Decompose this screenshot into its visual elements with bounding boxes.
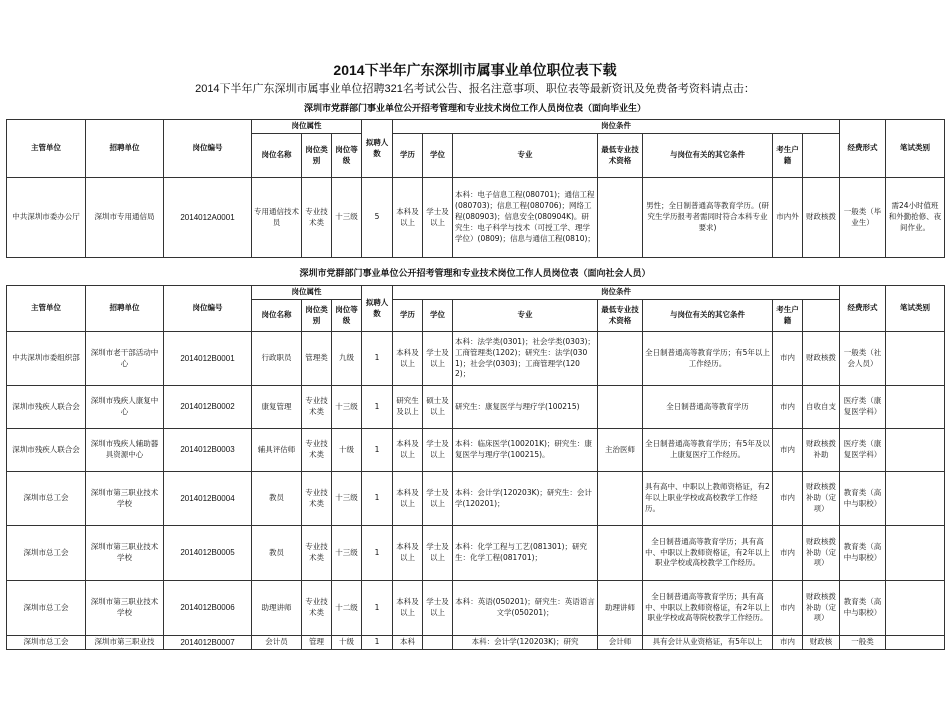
- col-count-header: 拟聘人数: [362, 120, 393, 178]
- col-type-header: 岗位类别: [302, 134, 332, 178]
- cell-household: 市内: [773, 581, 803, 636]
- cell-dept: 中共深圳市委组织部: [7, 332, 86, 386]
- cell-cert: 助理讲师: [598, 581, 643, 636]
- col-name-header: 岗位名称: [252, 134, 302, 178]
- cell-funding: 自收自支: [803, 386, 840, 429]
- table-row: [7, 386, 945, 429]
- cell-edu: 本科及以上: [393, 526, 423, 581]
- table2: [6, 285, 945, 650]
- col-unit-header: 招聘单位: [86, 286, 164, 332]
- cell-other: 全日制普通高等教育学历；具有高中、中职以上教师资格证，有2年以上职业学校或高校教学工作经历。: [643, 526, 773, 581]
- cell-degree: [423, 636, 453, 650]
- cell-type: 专业技术类: [302, 386, 332, 429]
- cell-major: 本科：英语(050201)；研究生：英语语言文学(050201)；: [453, 581, 598, 636]
- cell-other: 全日制普通高等教育学历；有5年以上工作经历。: [643, 332, 773, 386]
- cell-unit: 深圳市残疾人康复中心: [86, 386, 164, 429]
- col-cond-group-header: 岗位条件: [393, 286, 840, 300]
- cell-count: 1: [362, 386, 393, 429]
- cell-major: 研究生：康复医学与理疗学(100215): [453, 386, 598, 429]
- cell-major: 本科：会计学(120203K)；研究: [453, 636, 598, 650]
- cell-name: 辅具评估师: [252, 429, 302, 472]
- cell-remark: 需24小时值班和外勤抢修、夜间作业。: [886, 178, 945, 258]
- col-funding-header: 经费形式: [840, 286, 886, 332]
- cell-funding: 财政核拨补助（定项）: [803, 472, 840, 526]
- cell-cert: [598, 472, 643, 526]
- cell-type: 专业技术类: [302, 178, 332, 258]
- col-major-header: 专业: [453, 134, 598, 178]
- cell-edu: 本科及以上: [393, 332, 423, 386]
- cell-dept: 深圳市残疾人联合会: [7, 386, 86, 429]
- cell-remark: [886, 332, 945, 386]
- cell-dept: 中共深圳市委办公厅: [7, 178, 86, 258]
- cell-cert: [598, 526, 643, 581]
- cell-remark: [886, 429, 945, 472]
- table1: [6, 119, 945, 258]
- cell-unit: 深圳市第三职业技术学校: [86, 472, 164, 526]
- cell-count: 5: [362, 178, 393, 258]
- col-edu-header: 学历: [393, 300, 423, 332]
- cell-exam: 一般类（社会人员）: [840, 332, 886, 386]
- cell-major: 本科：化学工程与工艺(081301)；研究生：化学工程(081701)；: [453, 526, 598, 581]
- cell-level: 十三级: [332, 386, 362, 429]
- cell-major: 本科：法学类(0301)；社会学类(0303)；工商管理类(1202)；研究生：法学(0301)；社会学(0303)；工商管理学(1202)；: [453, 332, 598, 386]
- cell-household: 市内: [773, 636, 803, 650]
- cell-other: 全日制普通高等教育学历；具有高中、中职以上教师资格证，有2年以上职业学校或高等院校教学工作经历。: [643, 581, 773, 636]
- cell-unit: 深圳市第三职业技术学校: [86, 581, 164, 636]
- cell-edu: 本科及以上: [393, 472, 423, 526]
- cell-dept: 深圳市总工会: [7, 472, 86, 526]
- cell-code: 2014012B0007: [164, 636, 252, 650]
- cell-code: 2014012A0001: [164, 178, 252, 258]
- cell-dept: 深圳市总工会: [7, 636, 86, 650]
- cell-unit: 深圳市第三职业技: [86, 636, 164, 650]
- cell-name: 专用通信技术员: [252, 178, 302, 258]
- cell-edu: 本科及以上: [393, 178, 423, 258]
- cell-exam: 医疗类（康复医学科）: [840, 429, 886, 472]
- cell-remark: [886, 526, 945, 581]
- cell-name: 行政职员: [252, 332, 302, 386]
- cell-type: 管理: [302, 636, 332, 650]
- cell-unit: 深圳市残疾人辅助器具资源中心: [86, 429, 164, 472]
- cell-degree: 学士及以上: [423, 526, 453, 581]
- cell-degree: 学士及以上: [423, 581, 453, 636]
- col-cond-group-header: 岗位条件: [393, 120, 840, 134]
- table-row: [7, 178, 945, 258]
- cell-count: 1: [362, 636, 393, 650]
- cell-other: 全日制普通高等教育学历；有5年及以上康复医疗工作经历。: [643, 429, 773, 472]
- cell-major: 本科：临床医学(100201K)；研究生：康复医学与理疗学(100215)。: [453, 429, 598, 472]
- cell-cert: 主治医师: [598, 429, 643, 472]
- cell-level: 十级: [332, 636, 362, 650]
- cell-dept: 深圳市总工会: [7, 526, 86, 581]
- cell-other: 具有会计从业资格证，有5年以上: [643, 636, 773, 650]
- col-exam-header: 笔试类别: [886, 286, 945, 332]
- cell-edu: 本科及以上: [393, 429, 423, 472]
- cell-degree: 学士及以上: [423, 332, 453, 386]
- cell-type: 专业技术类: [302, 472, 332, 526]
- col-cert-header: 最低专业技术资格: [598, 300, 643, 332]
- cell-code: 2014012B0003: [164, 429, 252, 472]
- cell-name: 教员: [252, 526, 302, 581]
- col-type-header: 岗位类别: [302, 300, 332, 332]
- col-code-header: 岗位编号: [164, 286, 252, 332]
- col-edu-header: 学历: [393, 134, 423, 178]
- cell-other: 具有高中、中职以上教师资格证，有2年以上职业学校或高校教学工作经历。: [643, 472, 773, 526]
- cell-level: 十三级: [332, 472, 362, 526]
- cell-cert: [598, 332, 643, 386]
- cell-level: 十三级: [332, 526, 362, 581]
- col-degree-header: 学位: [423, 300, 453, 332]
- cell-exam: 一般类: [840, 636, 886, 650]
- col-exam-header: 笔试类别: [886, 120, 945, 178]
- table1-header: [7, 120, 945, 178]
- col-dept-header: 主管单位: [7, 286, 86, 332]
- cell-exam: 医疗类（康复医学科）: [840, 386, 886, 429]
- cell-count: 1: [362, 332, 393, 386]
- cell-funding: 财政核: [803, 636, 840, 650]
- col-attr-group-header: 岗位属性: [252, 286, 362, 300]
- cell-count: 1: [362, 472, 393, 526]
- cell-household: 市内: [773, 386, 803, 429]
- cell-name: 会计员: [252, 636, 302, 650]
- cell-type: 专业技术类: [302, 581, 332, 636]
- cell-count: 1: [362, 581, 393, 636]
- cell-unit: 深圳市第三职业技术学校: [86, 526, 164, 581]
- cell-name: 助理讲师: [252, 581, 302, 636]
- col-household-header: 考生户籍: [773, 134, 803, 178]
- table2-header: [7, 286, 945, 332]
- cell-other: 男性；全日制普通高等教育学历。(研究生学历报考者需同时符合本科专业要求): [643, 178, 773, 258]
- table-row: [7, 636, 945, 650]
- cell-level: 九级: [332, 332, 362, 386]
- cell-remark: [886, 581, 945, 636]
- cell-type: 专业技术类: [302, 526, 332, 581]
- col-code-header: 岗位编号: [164, 120, 252, 178]
- col-name-header: 岗位名称: [252, 300, 302, 332]
- cell-exam: 一般类（毕业生）: [840, 178, 886, 258]
- page-subtitle[interactable]: 2014下半年广东深圳市属事业单位招聘321名考试公告、报名注意事项、职位表等最新资讯及免费备考资料请点击：: [195, 83, 755, 95]
- cell-major: 本科：电子信息工程(080701)；通信工程(080703)；信息工程(080706)；网络工程(080903)；信息安全(080904K)。研究生：电子科学与技术（可授工学、理学学位）(0809)；信息与通信工程(0810)；: [453, 178, 598, 258]
- col-dept-header: 主管单位: [7, 120, 86, 178]
- cell-funding: 财政核拨补助: [803, 429, 840, 472]
- cell-count: 1: [362, 526, 393, 581]
- cell-dept: 深圳市残疾人联合会: [7, 429, 86, 472]
- col-attr-group-header: 岗位属性: [252, 120, 362, 134]
- cell-household: 市内: [773, 332, 803, 386]
- cell-dept: 深圳市总工会: [7, 581, 86, 636]
- col-count-header: 拟聘人数: [362, 286, 393, 332]
- cell-code: 2014012B0002: [164, 386, 252, 429]
- cell-edu: 本科: [393, 636, 423, 650]
- table-row: [7, 472, 945, 526]
- col-other-header: 与岗位有关的其它条件: [643, 134, 773, 178]
- cell-code: 2014012B0001: [164, 332, 252, 386]
- cell-household: 市内: [773, 526, 803, 581]
- cell-household: 市内: [773, 472, 803, 526]
- col-level-header: 岗位等级: [332, 134, 362, 178]
- cell-exam: 教育类（高中与职校）: [840, 526, 886, 581]
- table-row: [7, 332, 945, 386]
- cell-exam: 教育类（高中与职校）: [840, 581, 886, 636]
- cell-code: 2014012B0006: [164, 581, 252, 636]
- cell-major: 本科：会计学(120203K)；研究生：会计学(120201)；: [453, 472, 598, 526]
- cell-remark: [886, 636, 945, 650]
- col-household-header: 考生户籍: [773, 300, 803, 332]
- col-cert-header: 最低专业技术资格: [598, 134, 643, 178]
- cell-remark: [886, 472, 945, 526]
- cell-exam: 教育类（高中与职校）: [840, 472, 886, 526]
- cell-cert: [598, 386, 643, 429]
- cell-degree: 学士及以上: [423, 178, 453, 258]
- page-title: 2014下半年广东深圳市属事业单位职位表下载: [333, 62, 617, 78]
- table1-caption: 深圳市党群部门事业单位公开招考管理和专业技术岗位工作人员岗位表（面向毕业生）: [303, 104, 646, 114]
- cell-other: 全日制普通高等教育学历: [643, 386, 773, 429]
- cell-household: 市内: [773, 429, 803, 472]
- cell-code: 2014012B0005: [164, 526, 252, 581]
- cell-code: 2014012B0004: [164, 472, 252, 526]
- table-row: [7, 581, 945, 636]
- cell-degree: 硕士及以上: [423, 386, 453, 429]
- cell-funding: 财政核拨补助（定项）: [803, 581, 840, 636]
- cell-cert: 会计师: [598, 636, 643, 650]
- cell-edu: 本科及以上: [393, 581, 423, 636]
- col-degree-header: 学位: [423, 134, 453, 178]
- cell-name: 康复管理: [252, 386, 302, 429]
- col-unit-header: 招聘单位: [86, 120, 164, 178]
- cell-level: 十二级: [332, 581, 362, 636]
- cell-cert: [598, 178, 643, 258]
- cell-type: 专业技术类: [302, 429, 332, 472]
- cell-count: 1: [362, 429, 393, 472]
- table2-caption: 深圳市党群部门事业单位公开招考管理和专业技术岗位工作人员岗位表（面向社会人员）: [299, 269, 651, 279]
- cell-household: 市内外: [773, 178, 803, 258]
- table-row: [7, 429, 945, 472]
- cell-level: 十级: [332, 429, 362, 472]
- cell-name: 教员: [252, 472, 302, 526]
- cell-remark: [886, 386, 945, 429]
- cell-level: 十三级: [332, 178, 362, 258]
- cell-edu: 研究生及以上: [393, 386, 423, 429]
- cell-funding: 财政核拨: [803, 332, 840, 386]
- cell-type: 管理类: [302, 332, 332, 386]
- col-other-header: 与岗位有关的其它条件: [643, 300, 773, 332]
- col-major-header: 专业: [453, 300, 598, 332]
- cell-unit: 深圳市老干部活动中心: [86, 332, 164, 386]
- table-row: [7, 526, 945, 581]
- col-funding-header: 经费形式: [840, 120, 886, 178]
- cell-degree: 学士及以上: [423, 472, 453, 526]
- cell-funding: 财政核拨补助（定项）: [803, 526, 840, 581]
- cell-degree: 学士及以上: [423, 429, 453, 472]
- col-level-header: 岗位等级: [332, 300, 362, 332]
- cell-unit: 深圳市专用通信局: [86, 178, 164, 258]
- cell-funding: 财政核拨: [803, 178, 840, 258]
